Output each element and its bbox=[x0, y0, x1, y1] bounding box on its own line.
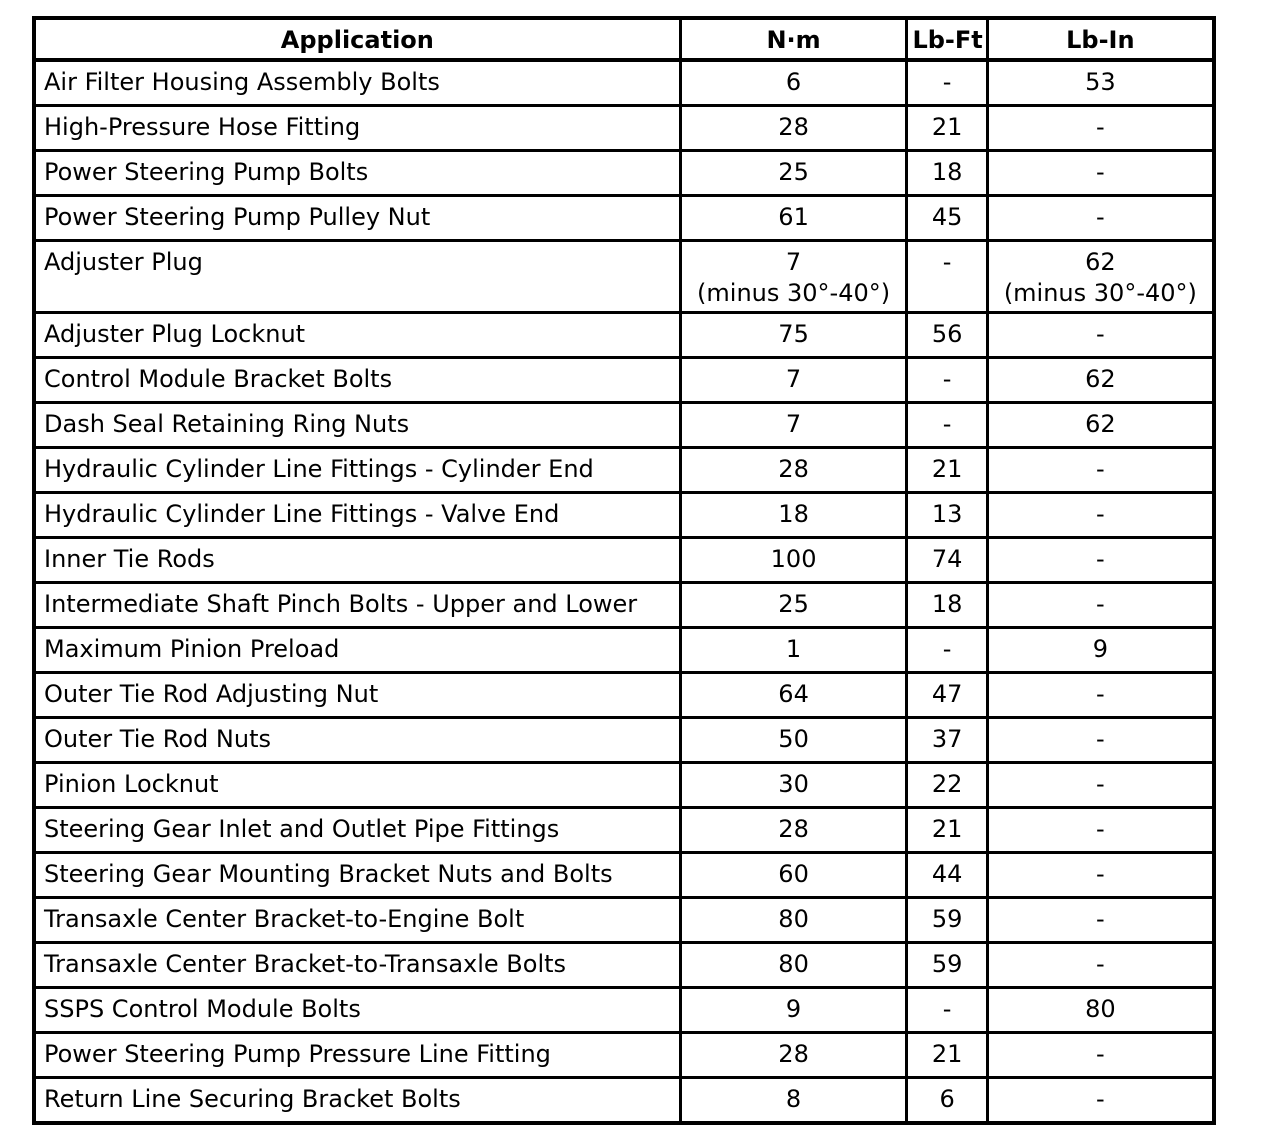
table-row bbox=[34, 853, 1214, 898]
cell-lbft: 21 bbox=[907, 106, 987, 151]
table-row bbox=[34, 493, 1214, 538]
cell-lbft: 56 bbox=[907, 313, 987, 358]
table-row bbox=[34, 448, 1214, 493]
column-header-lbin: Lb-In bbox=[987, 18, 1214, 60]
cell-nm: 7 bbox=[680, 358, 907, 403]
cell-lbin: - bbox=[987, 538, 1214, 583]
cell-lbft: 47 bbox=[907, 673, 987, 718]
column-header-nm: N·m bbox=[680, 18, 907, 60]
cell-nm: 80 bbox=[680, 943, 907, 988]
cell-application: Adjuster Plug Locknut bbox=[34, 313, 680, 358]
cell-lbft: 21 bbox=[907, 808, 987, 853]
cell-application: Pinion Locknut bbox=[34, 763, 680, 808]
cell-lbin: 62 bbox=[987, 358, 1214, 403]
cell-nm: 6 bbox=[680, 60, 907, 106]
cell-application: Power Steering Pump Pulley Nut bbox=[34, 196, 680, 241]
cell-application: Hydraulic Cylinder Line Fittings - Cylinder End bbox=[34, 448, 680, 493]
cell-nm-note: (minus 30°-40°) bbox=[697, 279, 891, 307]
cell-application: High-Pressure Hose Fitting bbox=[34, 106, 680, 151]
cell-lbft: - bbox=[907, 358, 987, 403]
cell-nm: 8 bbox=[680, 1078, 907, 1124]
cell-lbft: 6 bbox=[907, 1078, 987, 1124]
cell-lbin: - bbox=[987, 1033, 1214, 1078]
cell-lbft: 44 bbox=[907, 853, 987, 898]
cell-lbft: 18 bbox=[907, 583, 987, 628]
table-row bbox=[34, 628, 1214, 673]
table-row bbox=[34, 1078, 1214, 1124]
table-row bbox=[34, 673, 1214, 718]
cell-application: Return Line Securing Bracket Bolts bbox=[34, 1078, 680, 1124]
cell-lbft: 74 bbox=[907, 538, 987, 583]
cell-lbin: - bbox=[987, 763, 1214, 808]
cell-lbin: - bbox=[987, 673, 1214, 718]
header-row bbox=[34, 18, 1214, 60]
cell-nm: 100 bbox=[680, 538, 907, 583]
cell-nm: 64 bbox=[680, 673, 907, 718]
table-row bbox=[34, 988, 1214, 1033]
cell-application: Control Module Bracket Bolts bbox=[34, 358, 680, 403]
cell-application: Power Steering Pump Bolts bbox=[34, 151, 680, 196]
cell-lbft: 18 bbox=[907, 151, 987, 196]
cell-application: Hydraulic Cylinder Line Fittings - Valve End bbox=[34, 493, 680, 538]
cell-lbin: - bbox=[987, 493, 1214, 538]
cell-application: SSPS Control Module Bolts bbox=[34, 988, 680, 1033]
cell-application: Steering Gear Mounting Bracket Nuts and Bolts bbox=[34, 853, 680, 898]
cell-nm: 25 bbox=[680, 583, 907, 628]
cell-nm: 28 bbox=[680, 1033, 907, 1078]
cell-application: Intermediate Shaft Pinch Bolts - Upper and Lower bbox=[34, 583, 680, 628]
table-row bbox=[34, 196, 1214, 241]
cell-application: Maximum Pinion Preload bbox=[34, 628, 680, 673]
column-header-lbft: Lb-Ft bbox=[907, 18, 987, 60]
cell-lbin: - bbox=[987, 313, 1214, 358]
cell-nm: 7 bbox=[680, 403, 907, 448]
table-row bbox=[34, 808, 1214, 853]
cell-lbft: 59 bbox=[907, 898, 987, 943]
cell-lbft: 59 bbox=[907, 943, 987, 988]
cell-nm: 80 bbox=[680, 898, 907, 943]
cell-application: Inner Tie Rods bbox=[34, 538, 680, 583]
cell-lbft: 45 bbox=[907, 196, 987, 241]
table-row bbox=[34, 403, 1214, 448]
cell-lbin: - bbox=[987, 898, 1214, 943]
cell-nm: 60 bbox=[680, 853, 907, 898]
cell-lbin: 53 bbox=[987, 60, 1214, 106]
cell-application: Steering Gear Inlet and Outlet Pipe Fittings bbox=[34, 808, 680, 853]
cell-lbft: - bbox=[907, 241, 987, 313]
table-row bbox=[34, 718, 1214, 763]
torque-specification-table bbox=[32, 16, 1216, 1125]
cell-lbin: - bbox=[987, 943, 1214, 988]
table-row bbox=[34, 583, 1214, 628]
cell-nm: 9 bbox=[680, 988, 907, 1033]
table-row bbox=[34, 241, 1214, 313]
table-row bbox=[34, 151, 1214, 196]
cell-lbft: - bbox=[907, 988, 987, 1033]
cell-nm: 28 bbox=[680, 106, 907, 151]
cell-lbft: 21 bbox=[907, 448, 987, 493]
cell-nm: 18 bbox=[680, 493, 907, 538]
cell-lbin: - bbox=[987, 151, 1214, 196]
table-row bbox=[34, 898, 1214, 943]
cell-lbin: 80 bbox=[987, 988, 1214, 1033]
cell-nm bbox=[680, 241, 907, 313]
cell-application: Transaxle Center Bracket-to-Engine Bolt bbox=[34, 898, 680, 943]
cell-lbft: - bbox=[907, 60, 987, 106]
table-row bbox=[34, 943, 1214, 988]
cell-nm: 75 bbox=[680, 313, 907, 358]
table-body bbox=[34, 60, 1214, 1123]
cell-nm: 1 bbox=[680, 628, 907, 673]
cell-lbin: - bbox=[987, 583, 1214, 628]
cell-application: Outer Tie Rod Nuts bbox=[34, 718, 680, 763]
cell-lbin: - bbox=[987, 196, 1214, 241]
cell-lbin: - bbox=[987, 448, 1214, 493]
table-header bbox=[34, 18, 1214, 60]
cell-lbft: 22 bbox=[907, 763, 987, 808]
cell-lbin-value: 62 bbox=[1085, 248, 1116, 276]
cell-lbft: 13 bbox=[907, 493, 987, 538]
cell-lbft: 21 bbox=[907, 1033, 987, 1078]
cell-application: Outer Tie Rod Adjusting Nut bbox=[34, 673, 680, 718]
cell-application: Air Filter Housing Assembly Bolts bbox=[34, 60, 680, 106]
column-header-application: Application bbox=[34, 18, 680, 60]
cell-application: Transaxle Center Bracket-to-Transaxle Bolts bbox=[34, 943, 680, 988]
cell-lbin: - bbox=[987, 1078, 1214, 1124]
cell-lbin: 9 bbox=[987, 628, 1214, 673]
cell-lbin: - bbox=[987, 106, 1214, 151]
table-row bbox=[34, 358, 1214, 403]
cell-application: Adjuster Plug bbox=[34, 241, 680, 313]
cell-nm: 25 bbox=[680, 151, 907, 196]
table-row bbox=[34, 60, 1214, 106]
table-row bbox=[34, 106, 1214, 151]
cell-lbin: - bbox=[987, 808, 1214, 853]
cell-lbin: - bbox=[987, 718, 1214, 763]
cell-lbin: - bbox=[987, 853, 1214, 898]
cell-nm: 30 bbox=[680, 763, 907, 808]
cell-nm: 61 bbox=[680, 196, 907, 241]
table-row bbox=[34, 1033, 1214, 1078]
cell-lbft: - bbox=[907, 403, 987, 448]
cell-lbft: - bbox=[907, 628, 987, 673]
cell-lbin bbox=[987, 241, 1214, 313]
table-row bbox=[34, 538, 1214, 583]
cell-application: Dash Seal Retaining Ring Nuts bbox=[34, 403, 680, 448]
cell-lbin: 62 bbox=[987, 403, 1214, 448]
cell-nm-value: 7 bbox=[785, 248, 802, 276]
cell-lbin-note: (minus 30°-40°) bbox=[1003, 279, 1197, 307]
cell-lbft: 37 bbox=[907, 718, 987, 763]
cell-nm: 28 bbox=[680, 448, 907, 493]
table-row bbox=[34, 763, 1214, 808]
cell-nm: 50 bbox=[680, 718, 907, 763]
table-row bbox=[34, 313, 1214, 358]
cell-application: Power Steering Pump Pressure Line Fitting bbox=[34, 1033, 680, 1078]
cell-nm: 28 bbox=[680, 808, 907, 853]
